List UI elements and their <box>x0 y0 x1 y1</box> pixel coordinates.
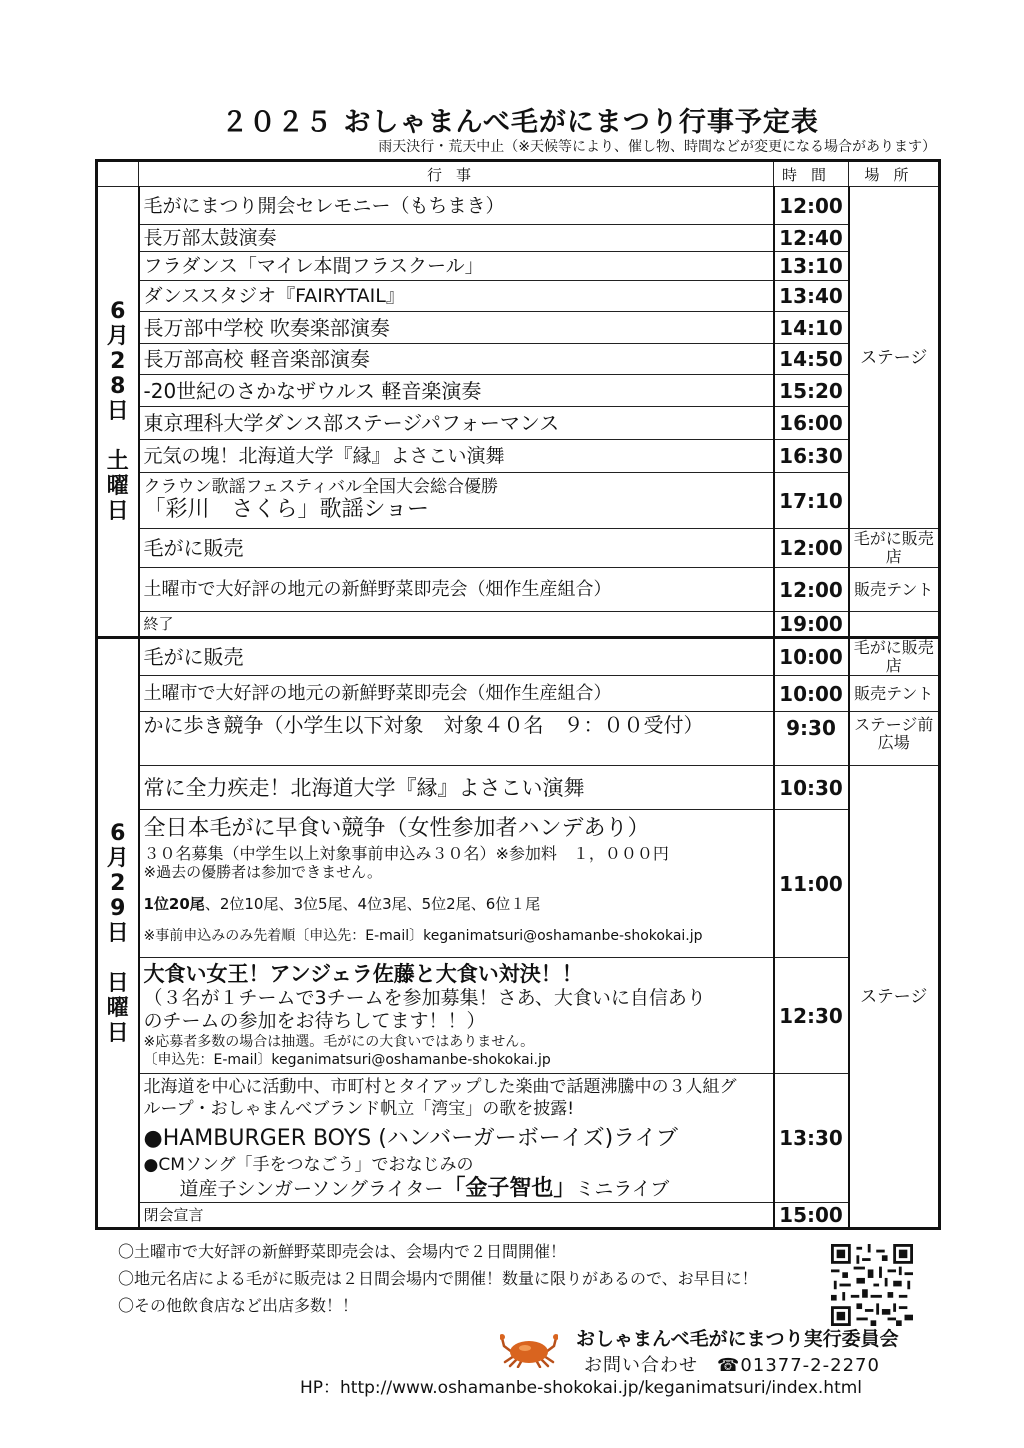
qr-code-icon[interactable] <box>831 1244 913 1326</box>
table-row <box>97 712 940 766</box>
event-place: 販売テント <box>849 676 940 712</box>
event-name: 東京理科大学ダンス部ステージパフォーマンス <box>139 407 774 440</box>
event-name <box>139 1074 774 1203</box>
event-time: 10:30 <box>774 766 849 810</box>
table-row <box>97 638 940 676</box>
event-name: 終了 <box>139 612 774 638</box>
event-name: 毛がに販売 <box>139 529 774 568</box>
event-name: 長万部中学校 吹奏楽部演奏 <box>139 312 774 344</box>
event-recruit: ３０名募集（中学生以上対象事前申込み３０名）※参加料 １，０００円 <box>143 844 669 863</box>
table-row <box>97 440 940 473</box>
event-time: 13:40 <box>774 281 849 312</box>
homepage-link[interactable]: HP：http://www.oshamanbe-shokokai.jp/keganimatsuri/index.html <box>300 1378 863 1398</box>
table-row <box>97 375 940 407</box>
event-name: 閉会宣言 <box>139 1203 774 1229</box>
day2-label: 6 月 2 9 日 日 曜 日 <box>97 638 139 1229</box>
event-apply: ※事前申込みのみ先着順〔申込先：E-mail〕keganimatsuri@oshamanbe-shokokai.jp <box>143 928 703 944</box>
event-name: 常に全力疾走！北海道大学『縁』よさこい演舞 <box>139 766 774 810</box>
event-time: 11:00 <box>774 810 849 958</box>
event-time: 12:30 <box>774 958 849 1074</box>
event-time: 17:10 <box>774 473 849 529</box>
table-row <box>97 225 940 252</box>
table-row <box>97 281 940 312</box>
table-row <box>97 568 940 612</box>
event-prizes: 1位20尾、2位10尾、3位5尾、4位3尾、5位2尾、6位１尾 <box>143 895 541 913</box>
header-blank <box>97 161 139 187</box>
event-note: ※応募者多数の場合は抽選。毛がにの大食いではありません。 <box>143 1034 535 1050</box>
event-place: 毛がに販売店 <box>849 638 940 676</box>
event-name: 元気の塊！北海道大学『縁』よさこい演舞 <box>139 440 774 473</box>
event-time: 12:40 <box>774 225 849 252</box>
crab-icon <box>500 1332 558 1368</box>
event-time: 19:00 <box>774 612 849 638</box>
table-row <box>97 252 940 281</box>
note-item: 〇土曜市で大好評の新鮮野菜即売会は、会場内で２日間開催！ <box>118 1242 567 1261</box>
event-name: -20世紀のさかなザウルス 軽音楽演奏 <box>139 375 774 407</box>
event-time: 13:10 <box>774 252 849 281</box>
event-time: 16:30 <box>774 440 849 473</box>
event-place: ステージ <box>849 187 940 529</box>
event-apply: 〔申込先：E-mail〕keganimatsuri@oshamanbe-shokokai.jp <box>143 1052 551 1068</box>
live-singer: 道産子シンガーソングライター「金子智也」ミニライブ <box>179 1176 670 1201</box>
notes-list <box>118 1238 758 1319</box>
event-title: 全日本毛がに早食い競争（女性参加者ハンデあり） <box>143 816 650 841</box>
live-cm: ●CMソング「手をつなごう」でおなじみの <box>143 1155 474 1175</box>
header-place: 場所 <box>849 161 940 187</box>
event-name: 毛がにまつり開会セレモニー（もちまき） <box>139 187 774 225</box>
event-name <box>139 810 774 958</box>
event-line1: クラウン歌謡フェスティバル全国大会総合優勝 <box>143 477 498 497</box>
note-item: 〇地元名店による毛がに販売は２日間会場内で開催！数量に限りがあるので、お早目に！ <box>118 1269 758 1288</box>
event-time: 15:20 <box>774 375 849 407</box>
event-name <box>139 473 774 529</box>
event-title: 大食い女王！アンジェラ佐藤と大食い対決！！ <box>143 962 583 986</box>
table-row <box>97 187 940 225</box>
day1-label: 6 月 2 8 日 土 曜 日 <box>97 187 139 638</box>
event-desc2: のチームの参加をお待ちしてます！！） <box>143 1010 486 1032</box>
event-place-empty <box>849 612 940 638</box>
header-time: 時間 <box>774 161 849 187</box>
event-place: 販売テント <box>849 568 940 612</box>
event-place: ステージ前広場 <box>849 712 940 766</box>
table-row <box>97 473 940 529</box>
table-row <box>97 676 940 712</box>
table-row <box>97 529 940 568</box>
table-row <box>97 1074 940 1203</box>
table-row <box>97 344 940 375</box>
event-time: 12:00 <box>774 568 849 612</box>
event-time: 15:00 <box>774 1203 849 1229</box>
event-time: 12:00 <box>774 529 849 568</box>
event-time: 14:50 <box>774 344 849 375</box>
event-time: 10:00 <box>774 638 849 676</box>
event-name: ダンススタジオ『FAIRYTAIL』 <box>139 281 774 312</box>
event-note: ※過去の優勝者は参加できません。 <box>143 863 382 881</box>
note-item: 〇その他飲食店など出店多数！！ <box>118 1296 359 1315</box>
table-row <box>97 958 940 1074</box>
page-subtitle: 雨天決行・荒天中止（※天候等により、催し物、時間などが変更になる場合があります） <box>378 139 936 155</box>
event-time: 14:10 <box>774 312 849 344</box>
live-intro1: 北海道を中心に活動中、市町村とタイアップした楽曲で話題沸騰中の３人組グ <box>143 1077 737 1097</box>
header-event: 行事 <box>139 161 774 187</box>
event-name <box>139 958 774 1074</box>
event-name: 土曜市で大好評の地元の新鮮野菜即売会（畑作生産組合） <box>139 568 774 612</box>
event-name: かに歩き競争（小学生以下対象 対象４０名 ９：００受付） <box>139 712 774 766</box>
event-name: 毛がに販売 <box>139 638 774 676</box>
contact-phone: お問い合わせ ☎01377-2-2270 <box>584 1355 880 1376</box>
organizer-name: おしゃまんべ毛がにまつり実行委員会 <box>576 1328 899 1350</box>
table-row <box>97 407 940 440</box>
table-row <box>97 612 940 638</box>
table-row <box>97 1203 940 1229</box>
event-place: ステージ <box>849 766 940 1229</box>
page-title: ２０２５ おしゃまんべ毛がにまつり行事予定表 <box>221 107 819 138</box>
event-time: 16:00 <box>774 407 849 440</box>
event-time: 12:00 <box>774 187 849 225</box>
live-hamburger: ●HAMBURGER BOYS (ハンバーガーボーイズ)ライブ <box>143 1126 678 1151</box>
schedule-table <box>95 159 941 1230</box>
event-line2: 「彩川 さくら」歌謡ショー <box>143 497 430 522</box>
event-time: 9:30 <box>774 712 849 766</box>
table-row <box>97 810 940 958</box>
event-desc1: （３名が１チームで3チームを参加募集！さあ、大食いに自信あり <box>143 987 706 1009</box>
event-name: フラダンス「マイレ本間フラスクール」 <box>139 252 774 281</box>
table-row <box>97 766 940 810</box>
event-place: 毛がに販売店 <box>849 529 940 568</box>
event-name: 長万部太鼓演奏 <box>139 225 774 252</box>
event-time: 13:30 <box>774 1074 849 1203</box>
event-name: 土曜市で大好評の地元の新鮮野菜即売会（畑作生産組合） <box>139 676 774 712</box>
table-row <box>97 312 940 344</box>
event-time: 10:00 <box>774 676 849 712</box>
live-intro2: ループ・おしゃまんべブランド帆立「湾宝」の歌を披露! <box>143 1099 575 1119</box>
event-name: 長万部高校 軽音楽部演奏 <box>139 344 774 375</box>
